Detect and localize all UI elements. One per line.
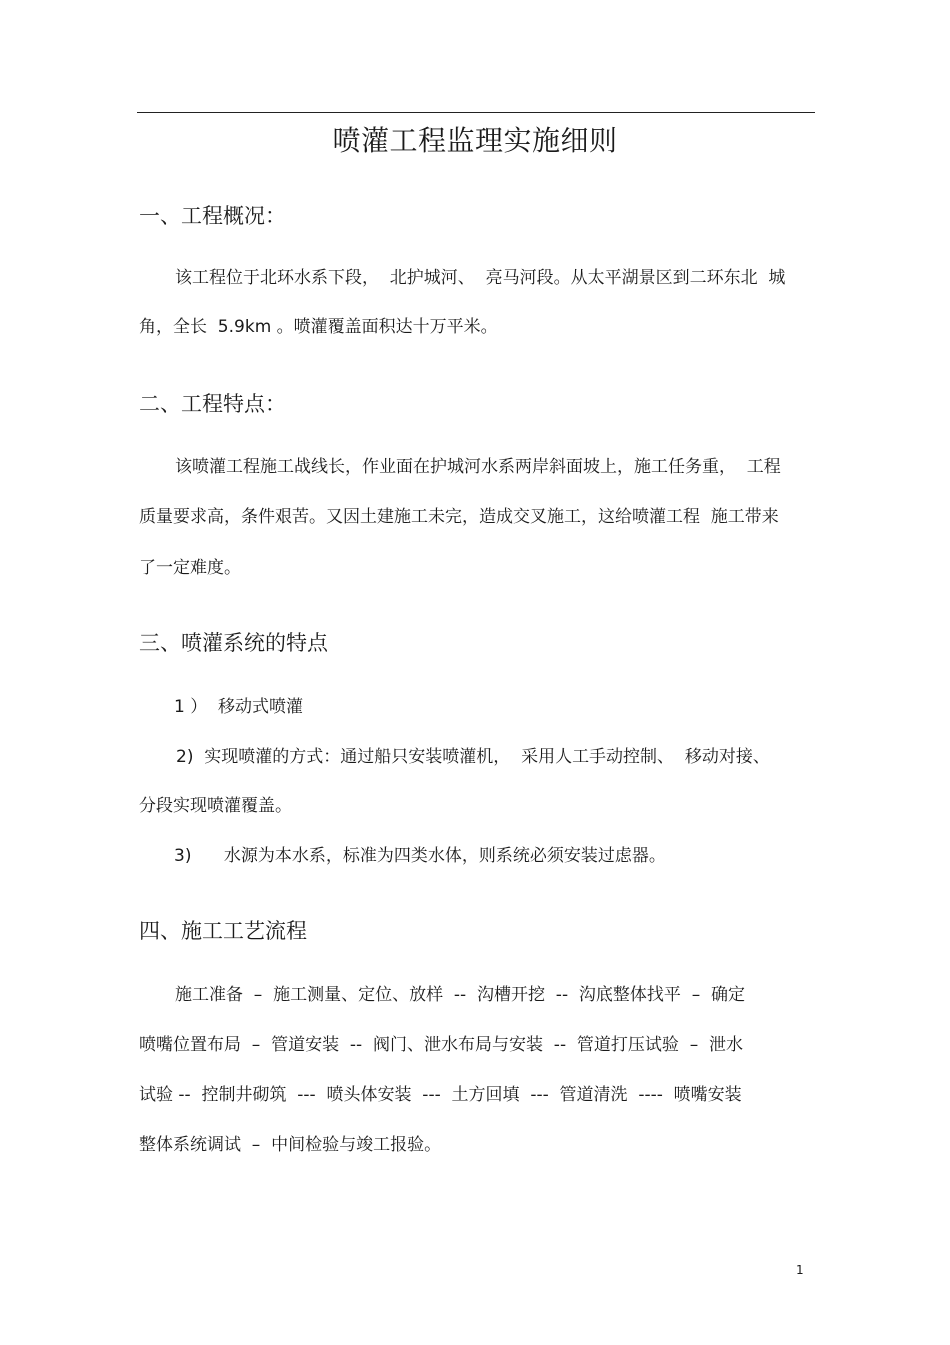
header-rule (137, 112, 815, 113)
list-item: 3) 水源为本水系，标准为四类水体，则系统必须安装过虑器。 (174, 846, 666, 866)
paragraph-line: 质量要求高，条件艰苦。又因土建施工未完，造成交叉施工，这给喷灌工程 施工带来 (139, 507, 779, 527)
list-item: 2) 实现喷灌的方式：通过船只安装喷灌机， 采用人工手动控制、 移动对接、 (176, 747, 770, 767)
list-item: 1 ） 移动式喷灌 (174, 697, 304, 717)
paragraph-line: 试验 -- 控制井砌筑 --- 喷头体安装 --- 土方回填 --- 管道清洗 ---- 喷嘴安装 (139, 1085, 742, 1105)
list-item-continuation: 分段实现喷灌覆盖。 (139, 796, 292, 816)
paragraph-line: 该喷灌工程施工战线长，作业面在护城河水系两岸斜面坡上，施工任务重， 工程 (175, 457, 781, 477)
page-number: 1 (796, 1263, 804, 1277)
document-title: 喷灌工程监理实施细则 (332, 124, 618, 157)
section-heading-features: 二、工程特点： (139, 392, 286, 416)
paragraph-line: 了一定难度。 (139, 558, 241, 578)
paragraph-line: 角，全长 5.9km 。喷灌覆盖面积达十万平米。 (139, 317, 498, 337)
section-heading-system: 三、喷灌系统的特点 (139, 631, 328, 655)
paragraph-line: 整体系统调试 – 中间检验与竣工报验。 (139, 1135, 442, 1155)
paragraph-line: 该工程位于北环水系下段， 北护城河、 亮马河段。从太平湖景区到二环东北 城 (175, 268, 786, 288)
paragraph-line: 施工准备 – 施工测量、定位、放样 -- 沟槽开挖 -- 沟底整体找平 – 确定 (175, 985, 745, 1005)
section-heading-overview: 一、工程概况： (139, 204, 286, 228)
paragraph-line: 喷嘴位置布局 – 管道安装 -- 阀门、泄水布局与安装 -- 管道打压试验 – 泄水 (139, 1035, 743, 1055)
section-heading-process: 四、施工工艺流程 (139, 919, 307, 943)
